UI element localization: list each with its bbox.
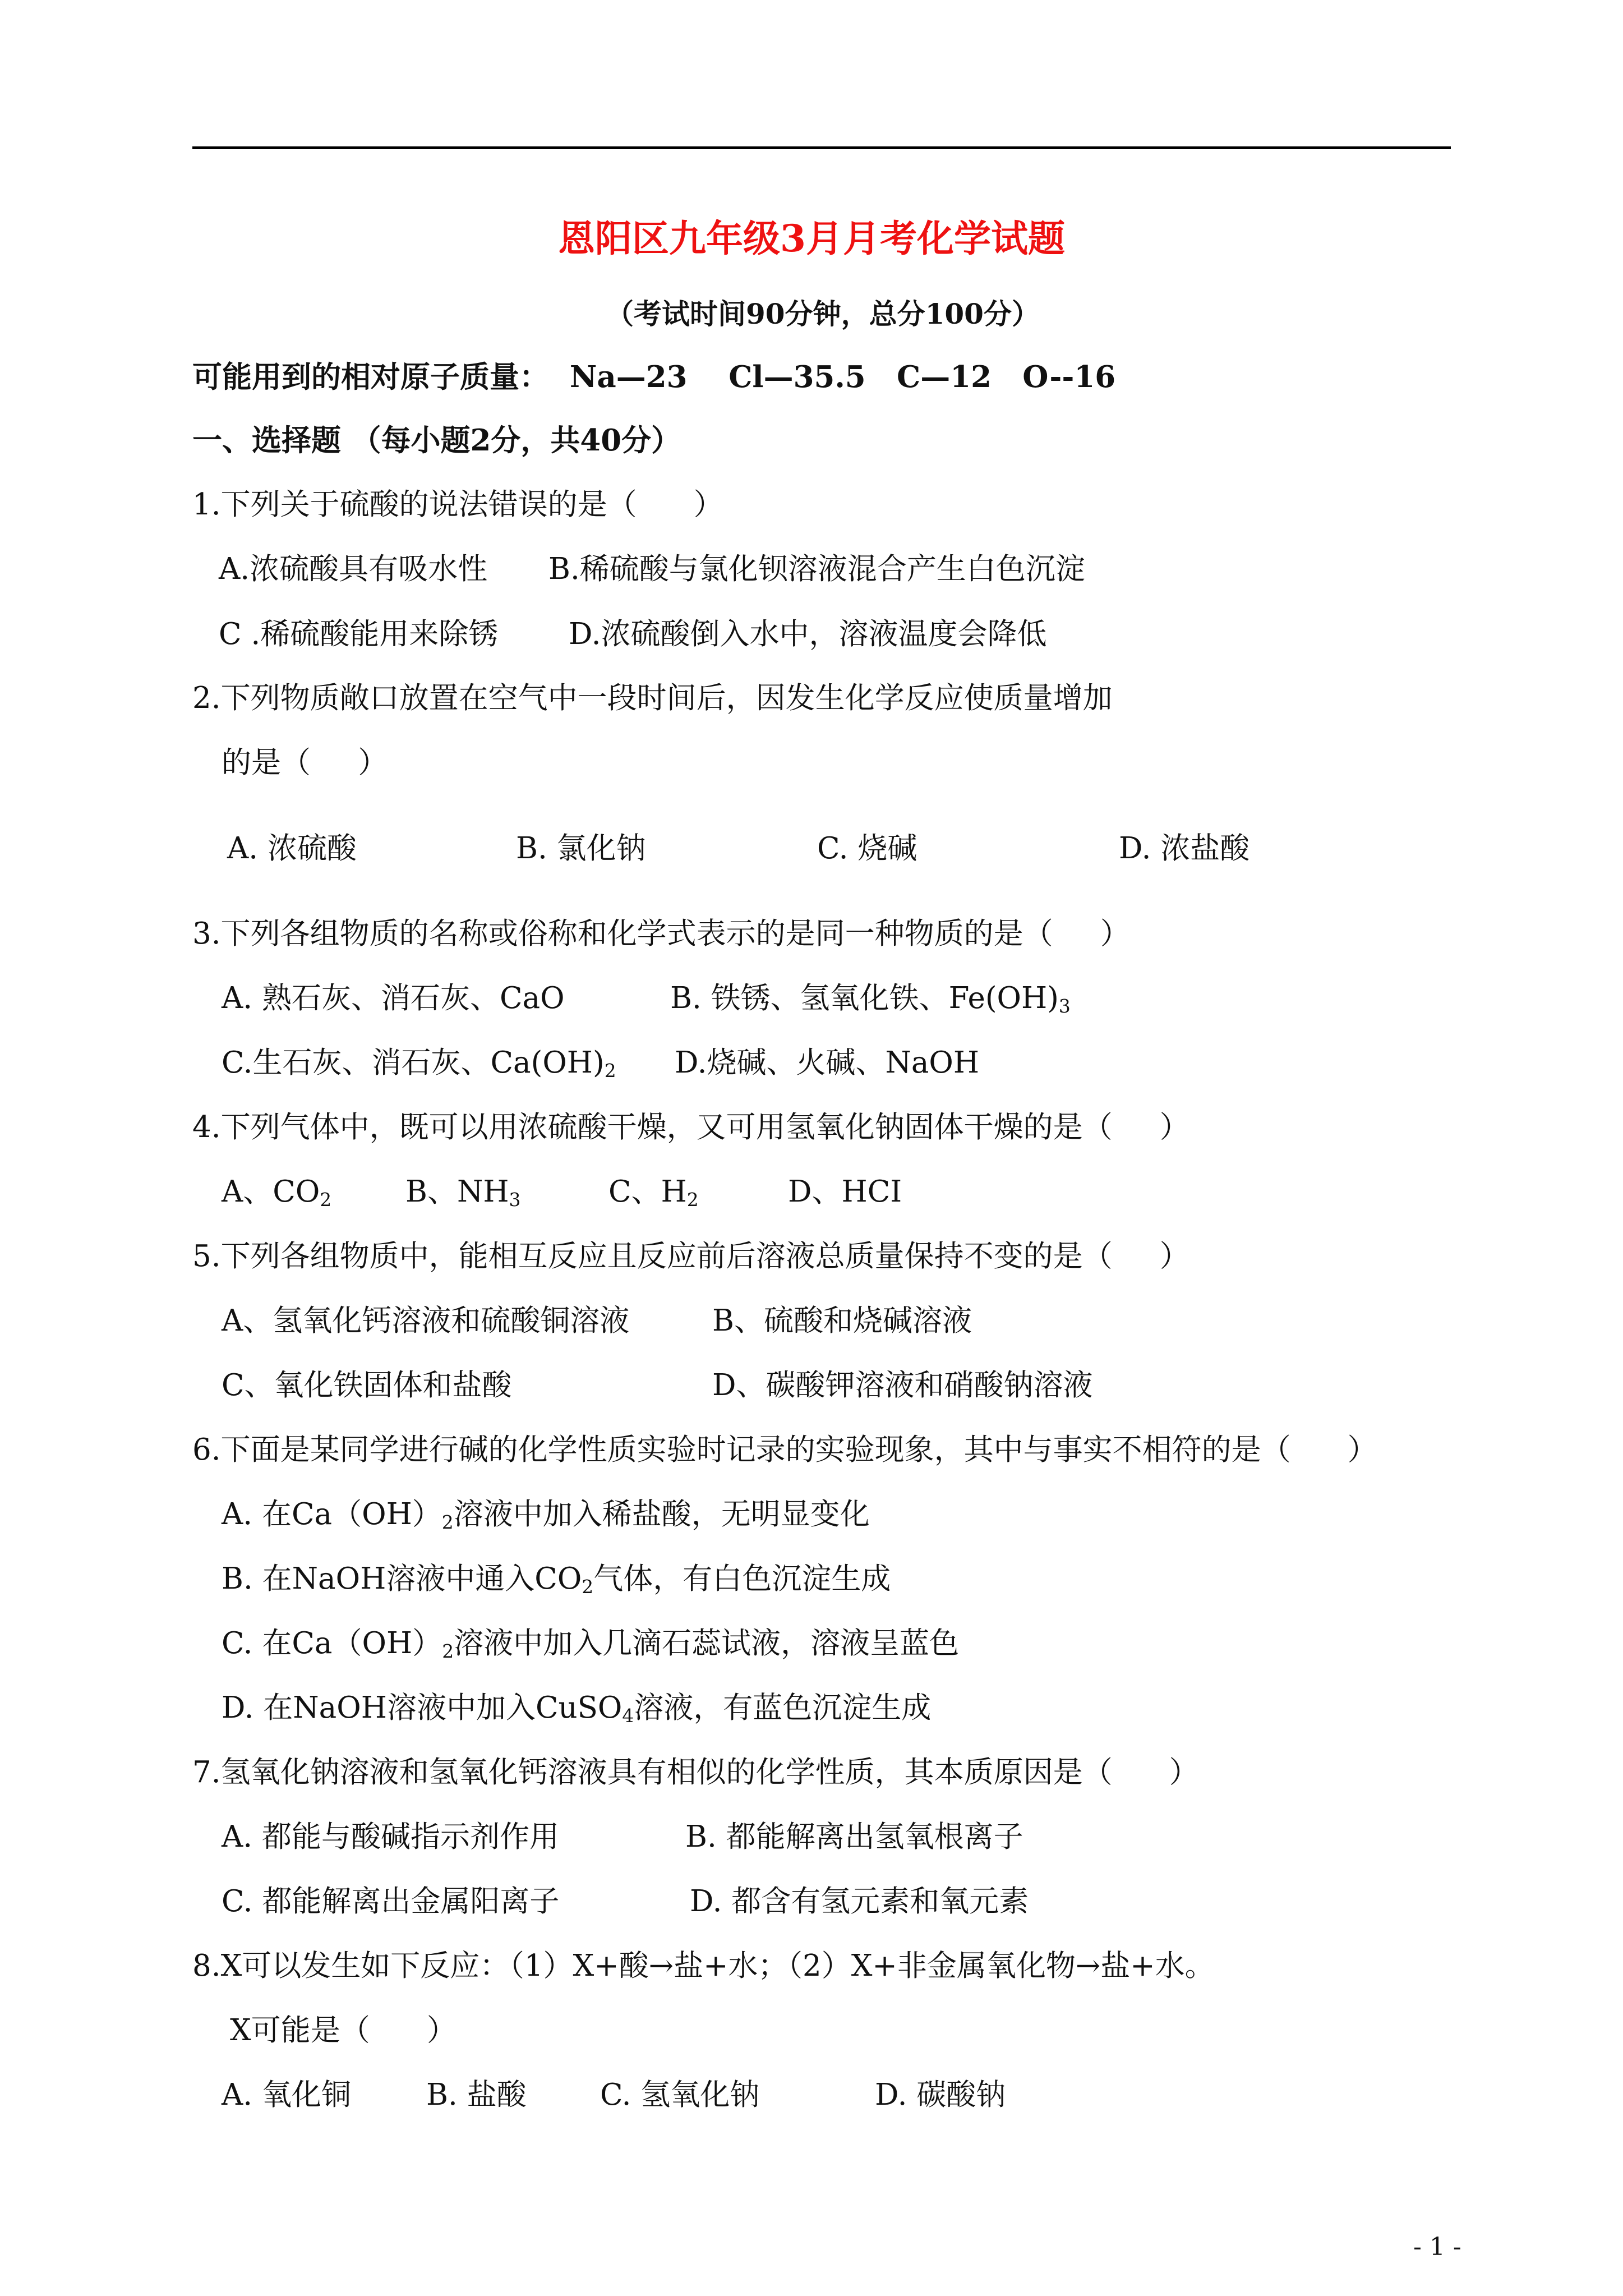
q2-option-b: B. 氯化钠 xyxy=(516,831,646,866)
q3-option-a: A. 熟石灰、消石灰、CaO xyxy=(222,981,565,1015)
q8-stem: 8.X可以发生如下反应：（1）X+酸→盐+水；（2）X+非金属氧化物→盐+水。 xyxy=(192,1949,1215,1983)
q7-stem: 7.氢氧化钠溶液和氢氧化钙溶液具有相似的化学性质，其本质原因是（ ） xyxy=(192,1755,1199,1789)
q5-option-b: B、硫酸和烧碱溶液 xyxy=(712,1304,972,1338)
section1-heading: 一、选择题 （每小题2分，共40分） xyxy=(192,423,681,458)
q3-option-d: D.烧碱、火碱、NaOH xyxy=(675,1046,980,1080)
q8-stem-continued: X可能是（ ） xyxy=(230,2013,457,2047)
q4-option-c: C、$H_2$ xyxy=(608,1175,699,1211)
q8-option-d: D. 碳酸钠 xyxy=(875,2078,1006,2112)
q5-option-a: A、氢氧化钙溶液和硫酸铜溶液 xyxy=(222,1304,630,1338)
q8-option-a: A. 氧化铜 xyxy=(222,2078,351,2112)
q2-option-a: A. 浓硫酸 xyxy=(227,831,357,866)
q7-option-b: B. 都能解离出氢氧根离子 xyxy=(685,1820,1023,1854)
q7-option-d: D. 都含有氢元素和氧元素 xyxy=(690,1884,1029,1918)
q8-option-c: C. 氢氧化钠 xyxy=(600,2078,760,2112)
q8-option-b: B. 盐酸 xyxy=(426,2078,527,2112)
q4-option-b: B、$NH_3$ xyxy=(405,1175,521,1211)
q6-option-b: B. 在NaOH溶液中通入$CO_2$气体，有白色沉淀生成 xyxy=(222,1562,891,1598)
q6-option-a: A. 在$Ca(OH)_2$溶液中加入稀盐酸，无明显变化 xyxy=(222,1497,870,1534)
exam-subtitle: （考试时间90分钟，总分100分） xyxy=(606,297,1040,330)
q7-option-a: A. 都能与酸碱指示剂作用 xyxy=(222,1820,559,1854)
q3-option-b: B. 铁锈、氢氧化铁、$Fe(OH)_3$ xyxy=(670,981,1071,1018)
q3-option-c: C.生石灰、消石灰、$Ca(OH)_2$ xyxy=(222,1046,616,1082)
q2-option-c: C. 烧碱 xyxy=(817,831,917,866)
q5-option-d: D、碳酸钾溶液和硝酸钠溶液 xyxy=(712,1368,1093,1402)
q1-option-c: C .稀硫酸能用来除锈 xyxy=(219,617,499,651)
q1-option-d: D.浓硫酸倒入水中，溶液温度会降低 xyxy=(569,617,1047,651)
page-number: - 1 - xyxy=(1413,2233,1461,2261)
q4-option-d: D、HCI xyxy=(788,1175,902,1209)
q7-option-c: C. 都能解离出金属阳离子 xyxy=(222,1884,560,1918)
q5-option-c: C、氧化铁固体和盐酸 xyxy=(222,1368,512,1402)
q6-option-c: C. 在$Ca(OH)_2$溶液中加入几滴石蕊试液，溶液呈蓝色 xyxy=(222,1626,960,1663)
q1-option-b: B.稀硫酸与氯化钡溶液混合产生白色沉淀 xyxy=(548,552,1085,586)
q6-option-d: D. 在NaOH溶液中加入CuSO$_4$溶液，有蓝色沉淀生成 xyxy=(222,1691,932,1727)
q3-stem: 3.下列各组物质的名称或俗称和化学式表示的是同一种物质的是（ ） xyxy=(192,917,1130,951)
q4-option-a: A、$CO_2$ xyxy=(222,1175,332,1211)
q5-stem: 5.下列各组物质中，能相互反应且反应前后溶液总质量保持不变的是（ ） xyxy=(192,1239,1189,1273)
header-rule xyxy=(192,146,1451,149)
q1-option-a: A.浓硫酸具有吸水性 xyxy=(219,552,488,586)
exam-title: 恩阳区九年级3月月考化学试题 xyxy=(558,217,1065,260)
q2-option-d: D. 浓盐酸 xyxy=(1119,831,1250,866)
q2-stem: 2.下列物质敞口放置在空气中一段时间后，因发生化学反应使质量增加 xyxy=(192,681,1113,715)
atomic-mass-line: 可能用到的相对原子质量： Na—23 Cl—35.5 C—12 O--16 xyxy=(192,360,1116,394)
q2-stem-continued: 的是（ ） xyxy=(222,746,388,780)
q1-stem: 1.下列关于硫酸的说法错误的是（ ） xyxy=(192,487,723,522)
q6-stem: 6.下面是某同学进行碱的化学性质实验时记录的实验现象，其中与事实不相符的是（ ） xyxy=(192,1433,1377,1467)
q4-stem: 4.下列气体中，既可以用浓硫酸干燥，又可用氢氧化钠固体干燥的是（ ） xyxy=(192,1110,1189,1144)
